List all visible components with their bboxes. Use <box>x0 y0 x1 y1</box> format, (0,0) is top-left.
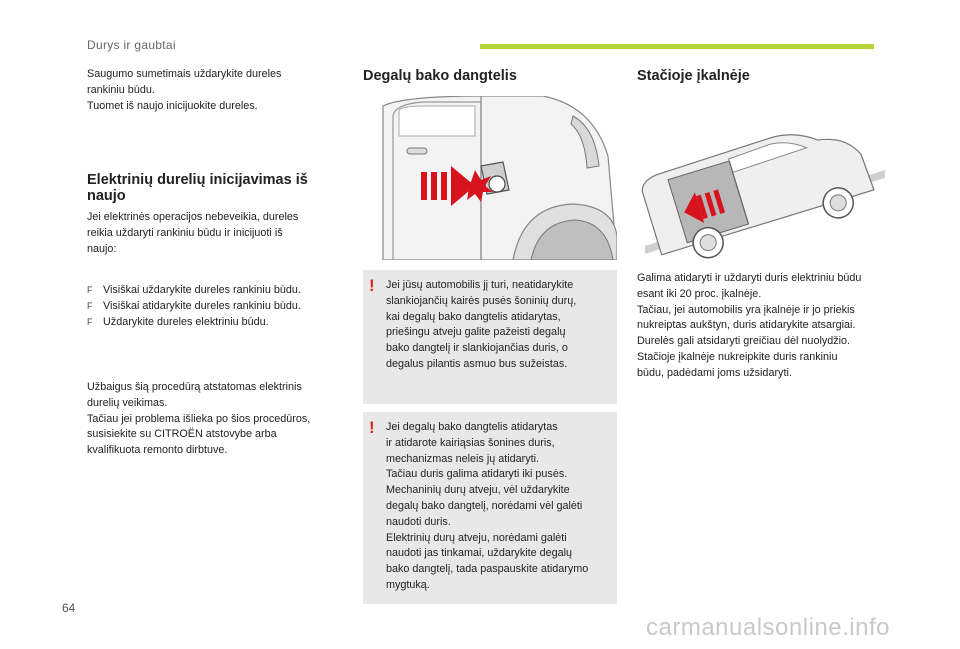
warning-text <box>386 420 614 594</box>
text-line: ir atidarote kairiąsias šonines duris, <box>386 436 555 449</box>
list-item-text: Visiškai uždarykite dureles rankiniu būdu. <box>103 284 301 296</box>
fuel-flap-heading: Degalų bako dangtelis <box>363 68 517 84</box>
text-line: Saugumo sumetimais uždarykite dureles <box>87 68 282 80</box>
text-line: Tačiau duris galima atidaryti iki pusės. <box>386 468 568 481</box>
text-line: Elektrinių durų atveju, norėdami galėti <box>386 531 567 544</box>
text-line: naujo: <box>87 242 117 255</box>
text-line: naudoti jas tinkamai, uždarykite degalų <box>386 547 573 560</box>
text-line: būdu, padėdami joms užsidaryti. <box>637 366 792 379</box>
intro-text <box>87 67 347 114</box>
list-item <box>87 282 347 298</box>
left-paragraph <box>87 210 347 257</box>
slope-paragraph <box>637 271 897 382</box>
text-line: degalų bako dangtelį, norėdami vėl galėti <box>386 499 583 512</box>
section-title: Durys ir gaubtai <box>87 38 176 52</box>
warning-icon: ! <box>369 276 375 295</box>
text-line: durelių veikimas. <box>87 396 168 409</box>
list-item <box>87 314 347 330</box>
text-line: esant iki 20 proc. įkalnėje. <box>637 287 762 300</box>
procedure-list <box>87 282 347 330</box>
warning-box <box>363 412 617 604</box>
warning-box <box>363 270 617 404</box>
text-line: Užbaigus šią procedūrą atstatomas elektrinis <box>87 381 302 393</box>
text-line: kai degalų bako dangtelis atidarytas, <box>386 310 561 323</box>
list-item-text: Uždarykite dureles elektriniu būdu. <box>103 316 269 328</box>
text-line: Mechaninių durų atveju, vėl uždarykite <box>386 484 570 497</box>
text-line: slankiojančių kairės pusės šoninių durų, <box>386 294 577 307</box>
heading-line: Elektrinių durelių inicijavimas iš <box>87 172 308 188</box>
text-line: naudoti duris. <box>386 515 451 528</box>
text-line: Tačiau, jei automobilis yra įkalnėje ir jo priekis <box>637 303 855 316</box>
text-line: Tačiau jei problema išlieka po šios procedūros, <box>87 412 311 425</box>
warning-icon: ! <box>369 418 375 437</box>
list-item <box>87 298 347 314</box>
text-line: kvalifikuota remonto dirbtuve. <box>87 444 228 457</box>
text-line: bako dangtelį ir slankiojančias duris, o <box>386 342 568 355</box>
text-line: Jei degalų bako dangtelis atidarytas <box>386 421 558 433</box>
text-line: Galima atidaryti ir uždaryti duris elektriniu būdu <box>637 272 862 284</box>
text-line: susisiekite su CITROËN atstovybe arba <box>87 428 277 441</box>
list-item-text: Visiškai atidarykite dureles rankiniu būdu. <box>103 300 301 312</box>
watermark-text: carmanualsonline.info <box>646 614 890 641</box>
bullet-icon: F <box>87 317 93 327</box>
text-line: mygtuką. <box>386 578 430 591</box>
text-line: bako dangtelį, tada paspauskite atidarymo <box>386 563 589 576</box>
text-line: Stačioje įkalnėje nukreipkite duris rankiniu <box>637 350 838 363</box>
bullet-icon: F <box>87 301 93 311</box>
text-line: Durelės gali atsidaryti greičiau dėl nuolydžio. <box>637 335 851 348</box>
text-line: nukreiptas aukštyn, duris atidarykite atsargiai. <box>637 319 856 332</box>
text-line: rankiniu būdu. <box>87 83 155 96</box>
heading-line: naujo <box>87 188 126 204</box>
fuel-flap-illustration <box>363 96 617 260</box>
text-line: mechanizmas neleis jų atidaryti. <box>386 452 540 465</box>
warning-text <box>386 278 614 373</box>
text-line: priešingu atveju galite pažeisti degalų <box>386 326 566 339</box>
text-line: Jei elektrinės operacijos nebeveikia, dureles <box>87 211 299 223</box>
accent-bar <box>480 44 874 49</box>
bullet-icon: F <box>87 285 93 295</box>
left-heading <box>87 172 357 204</box>
text-line: Tuomet iš naujo inicijuokite dureles. <box>87 99 258 112</box>
slope-illustration <box>637 96 891 260</box>
outro-text <box>87 380 357 459</box>
page-number: 64 <box>62 601 76 615</box>
text-line: reikia uždaryti rankiniu būdu ir inicijuoti iš <box>87 226 283 239</box>
slope-heading: Stačioje įkalnėje <box>637 68 750 84</box>
text-line: degalus pilantis asmuo bus sužeistas. <box>386 357 568 370</box>
text-line: Jei jūsų automobilis jį turi, neatidarykite <box>386 279 574 291</box>
